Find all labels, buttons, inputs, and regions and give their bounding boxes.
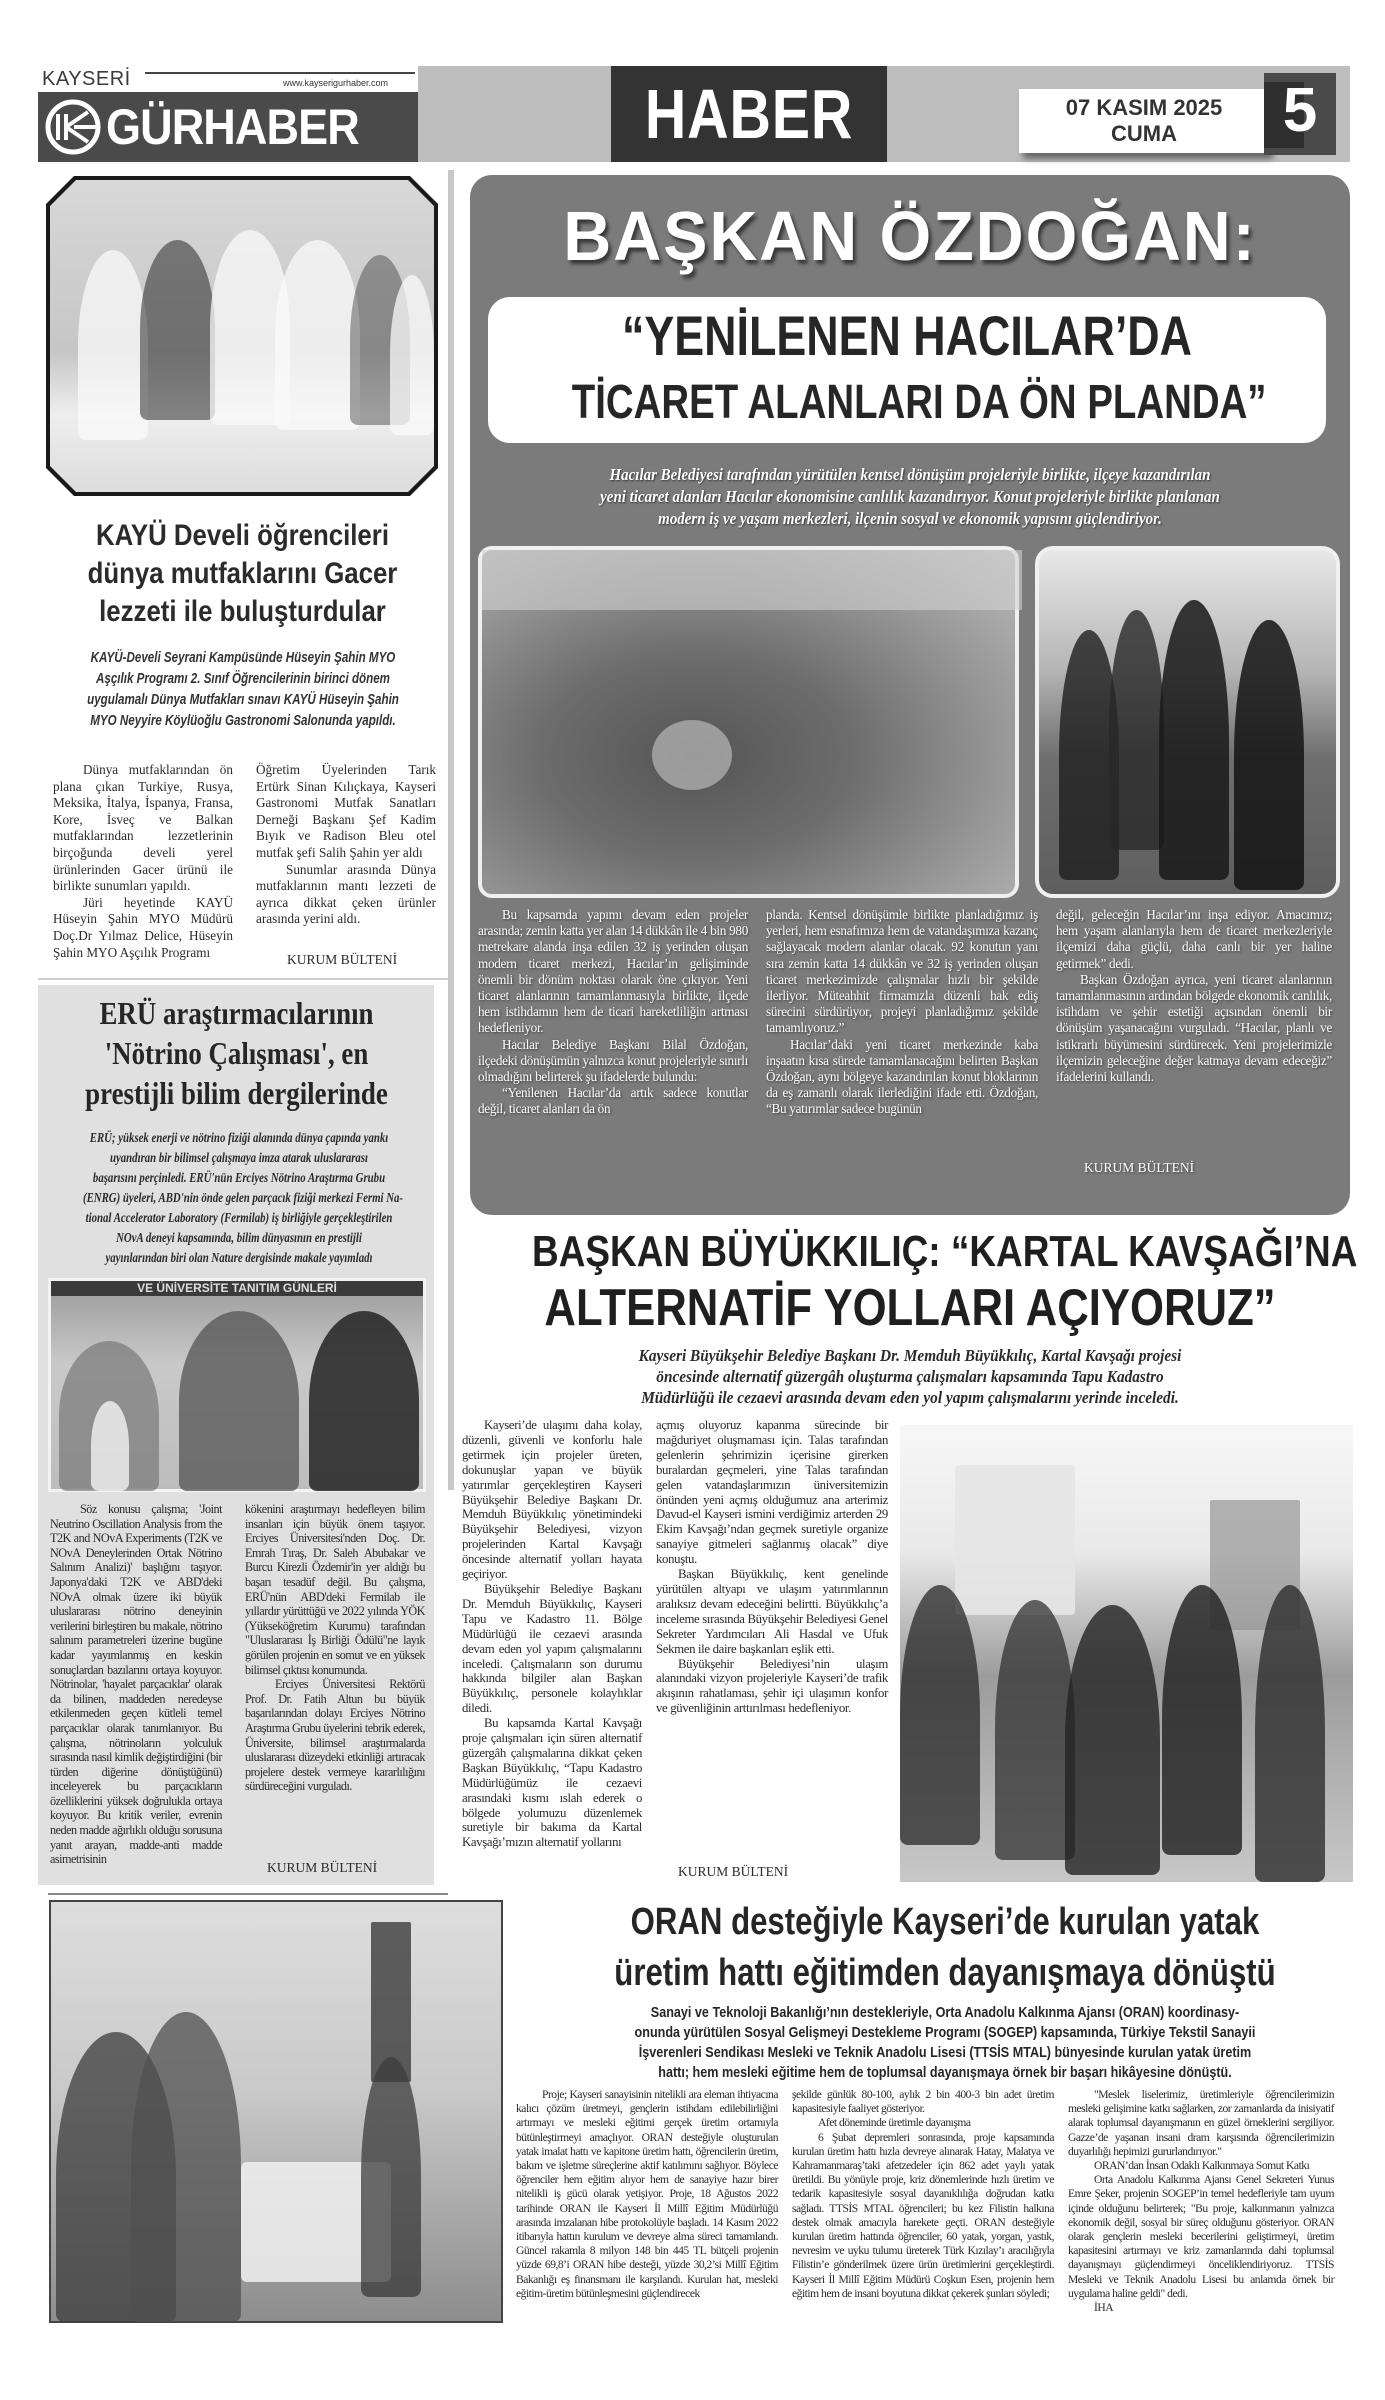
oran-byline: İHA xyxy=(1094,2301,1114,2315)
divider xyxy=(48,1893,448,1895)
kayu-headline-line: KAYÜ Develi öğrencileri xyxy=(95,519,389,552)
feature-byline: KURUM BÜLTENİ xyxy=(1084,1160,1195,1175)
paragraph: Başkan Özdoğan ayrıca, yeni ticaret alanlarının tamamlanmasının ardından bölgede ekonomik canlılık, istihdam ve şehir estetiği açısından önemli bir dönüşüm yaşanacağını vurguladı. “Hacılar, planlı ve istikrarlı büyümesini sürdürecek. Yeni projelerimizle ilçemizin geleceğine değer katmaya devam edeceğiz” ifadelerini kullandı. xyxy=(1056,971,1332,1085)
paragraph: Bu kapsamda yapımı devam eden projeler arasında; zemin katta yer alan 14 dükkân ile 4 bin 980 metrekare alanda inşa edilen 32 iş yerinden oluşan modern ticaret merkezi, Hacılar’ın gelişiminde önemli bir dönüm noktası olarak öne çıkıyor. Yeni ticaret alanlarının tamamlanmasıyla birlikte, ilçede hem istihdamın hem de ticari hareketliliğin artması hedefleniyor. xyxy=(478,907,748,1036)
eru-lead-line: uyandıran bir bilimsel çalışmaya imza atarak uluslararası xyxy=(109,1150,369,1165)
paragraph: Büyükşehir Belediyesi’nin ulaşım alanındaki vizyon projeleriyle Kayseri’de trafik akışının rahatlaması, şehir içi ulaşımın konfor ve güvenliğinin arttırılması hedefleniyor. xyxy=(656,1656,888,1716)
eru-column-1 xyxy=(50,1502,222,1872)
oran-lead-line: İşverenleri Sendikası Mesleki ve Teknik Anadolu Lisesi (TTSİS MTAL) bünyesinde kurulan yatak üretim xyxy=(638,2044,1252,2061)
subheading: ORAN’dan İnsan Odaklı Kalkınmaya Somut Katkı xyxy=(1094,2159,1310,2173)
paragraph: kökenini araştırmayı hedefleyen bilim insanları için büyük önem taşıyor. Erciyes Üniversitesi'nden Doç. Dr. Emrah Tıraş, Dr. Saleh Abubakar ve Burcu Kirezli Özdemir'in yer aldığı bu başarı tesadüf değil. Bu çalışma, ERÜ'nün ABD'deki Fermilab ile yıllardır yürüttüğü ve 2022 yılında YÖK (Yükseköğretim Kurumu) tarafından "Uluslararası İş Birliği Ödülü"ne layık görülen projenin en somut ve en yüksek bilimsel çıktısı konumunda. xyxy=(245,1502,425,1677)
buyukkilic-lead-line: Müdürlüğü ile cezaevi arasında devam eden yol yapım çalışmalarını yerinde inceledi. xyxy=(641,1388,1179,1407)
paragraph: açmış oluyoruz kapanma sürecinde bir mağduriyet oluşmaması için. Talas tarafından gelenlerin şehrimizin içerisine girerken buralardan geçmeleri, yine Talas tarafından gelen vatandaşlarımızın üniversitemizin önünden yeni açmış olduğumuz ana arterimiz Davud-el Kayseri ismini verdiğimiz arterden 29 Ekim Kavşağı’ndan geçmek suretiyle organize sanayiye gitmeleri sağlanmış olacak” diye konuştu. xyxy=(656,1418,888,1567)
eru-column-2 xyxy=(245,1502,425,1854)
paragraph: değil, geleceğin Hacılar’ını inşa ediyor. Amacımız; hem yaşam alanlarıyla hem de ticaret merkezleriyle ilçemizi daha güçlü, daha canlı bir yer haline getirmek” dedi. xyxy=(1056,907,1332,971)
divider xyxy=(38,978,450,980)
buyukkilic-headline-line: BAŞKAN BÜYÜKKILIÇ: “KARTAL KAVŞAĞI’NA xyxy=(532,1227,1358,1276)
kayu-headline-line: dünya mutfaklarını Gacer xyxy=(87,557,398,590)
kayu-column-1 xyxy=(53,762,233,960)
column-rule xyxy=(448,170,454,1490)
feature-column-2 xyxy=(766,907,1038,1199)
buyukkilic-column-1 xyxy=(462,1418,642,1886)
paragraph: "Meslek liselerimiz, üretimleriyle öğrencilerimizin mesleki gelişimine katkı sağlarken, zor zamanlarda da inisiyatif alarak toplumsal dayanışmanın en güzel örneklerini sergiliyor. Gazze’de yaşanan insani dram karşısında öğrencilerimizin duyarlılığı hepimizi gururlandırıyor." xyxy=(1068,2088,1334,2158)
paragraph: 6 Şubat depremleri sonrasında, proje kapsamında kurulan üretim hattı hızla devreye alınarak Hatay, Malatya ve Kahramanmaraş’taki afetzedeler için 862 adet yaylı yatak üretildi. Bu yönüyle proje, kriz dönemlerinde hızlı üretim ve tedarik kapasitesiyle sosyal dayanıklılığa doğrudan katkı sağladı. TTSİS MTAL öğrencileri; bu kez Filistin halkına destek olmak amacıyla harekete geçti. ORAN desteğiyle kurulan üretim hattında öğrenciler, 60 yatak, yorgan, yastık, nevresim ve uyku tulumu üreterek Türk Kızılay’ı aracılığıyla Filistin’e gönderilmek üzere ürün üretimlerini gerçekleştirdi. Kayseri İl Millî Eğitim Müdürü Coşkun Esen, projenin hem eğitim hem de insani boyutuna dikkat çekerek şunları söyledi; xyxy=(792,2130,1054,2300)
paragraph: Bu kapsamda Kartal Kavşağı proje çalışmaları için süren alternatif güzergâh çalışmalarına dikkat çeken Başkan Büyükkılıç, “Tapu Kadastro Müdürlüğümüz ile cezaevi arasındaki kısmı ıslah ederek o bölgede yolumuzu düzenlemek suretiyle bir bakıma da Kartal Kavşağı’mızın alternatif yollarını xyxy=(462,1716,642,1850)
paragraph: Hacılar Belediye Başkanı Bilal Özdoğan, ilçedeki dönüşümün yalnızca konut projeleriyle sınırlı olmadığını belirterek şu ifadelerde bulundu: xyxy=(478,1036,748,1085)
mattress-production-photo xyxy=(49,1900,503,2323)
paragraph: Erciyes Üniversitesi Rektörü Prof. Dr. Fatih Altun bu büyük başarılarından dolayı Erciyes Nötrino Araştırma Grubu üyelerini tebrik ederek, Üniversite, bilimsel araştırmalarda uluslararası düzeydeki etkinliği artıracak projelere destek vermeye kararlılığını sürdüreceğini vurguladı. xyxy=(245,1677,425,1794)
logo-rule xyxy=(145,72,415,74)
issue-date: 07 KASIM 2025 xyxy=(1065,95,1223,120)
eru-headline-line: ERÜ araştırmacılarının xyxy=(99,995,374,1031)
eru-lead-line: ERÜ; yüksek enerji ve nötrino fiziği alanında dünya çapında yankı xyxy=(89,1130,389,1145)
oran-lead-line: onunda yürütülen Sosyal Gelişmeyi Destekleme Programı (SOGEP) kapsamında, Türkiye Tekstil Sanayii xyxy=(634,2024,1256,2041)
logo-wordmark-rest: HABER xyxy=(203,99,359,155)
logo-emblem-icon xyxy=(44,98,104,156)
kayu-chefs-photo xyxy=(50,180,434,492)
paragraph: Sunumlar arasında Dünya mutfaklarının mantı lezzeti de ayrıca dikkat çeken ürünler arasında yerini aldı. xyxy=(256,861,436,927)
eru-headline-line: prestijli bilim dergilerinde xyxy=(85,1075,388,1111)
paragraph: Başkan Büyükkılıç, kent genelinde yürütülen altyapı ve ulaşım yatırımlarının aralıksız devam edeceğini belirtti. Büyükkılıç’a inceleme sırasında Büyükşehir Belediyesi Genel Sekreter Yardımcıları Ali Hasdal ve Ufuk Sekmen ile daire başkanları eşlik etti. xyxy=(656,1567,888,1656)
eru-lead-line: (ENRG) üyeleri, ABD'nin önde gelen parçacık fiziği merkezi Fermi Na- xyxy=(83,1190,403,1205)
issue-weekday: CUMA xyxy=(1111,121,1177,146)
oran-lead-line: hattı; hem mesleki eğitime hem de toplumsal dayanışmaya örnek bir başarı hikâyesine dönüştü. xyxy=(658,2064,1232,2081)
kayu-lead-line: KAYÜ-Develi Seyrani Kampüsünde Hüseyin Şahin MYO xyxy=(90,650,396,666)
feature-column-1 xyxy=(478,907,748,1199)
eru-byline: KURUM BÜLTENİ xyxy=(267,1860,378,1875)
eru-researchers-photo xyxy=(48,1278,426,1492)
paragraph: Dünya mutfaklarından ön plana çıkan Turkiye, Rusya, Meksika, İtalya, İspanya, Fransa, Kore, İsveç ve Balkan mutfaklarından lezzetlerinin birçoğunda develi yerel ürünlerinden Gacer ürünü ile birlikte sunumları yapıldı. xyxy=(53,762,233,894)
oran-lead-line: Sanayi ve Teknoloji Bakanlığı’nın destekleriyle, Orta Anadolu Kalkınma Ajansı (ORAN) koordinasy- xyxy=(650,2004,1240,2021)
subheading: Afet döneminde üretimle dayanışma xyxy=(818,2116,971,2130)
paragraph: “Yenilenen Hacılar’da artık sadece konutlar değil, ticaret alanları da ön xyxy=(478,1085,748,1117)
buyukkilic-lead-line: Kayseri Büyükşehir Belediye Başkanı Dr. Memduh Büyükkılıç, Kartal Kavşağı projesi xyxy=(638,1346,1182,1365)
paragraph: Büyükşehir Belediye Başkanı Dr. Memduh Büyükkılıç, Kayseri Tapu ve Kadastro 11. Bölge Müdürlüğü ile cezaevi arasında devam eden yol yapım çalışmalarını inceledi. Çalışmaların son durumu hakkında bilgiler alan Başkan Büyükkılıç, personele kolaylıklar diledi. xyxy=(462,1581,642,1716)
feature-lead-line: yeni ticaret alanları Hacılar ekonomisine canlılık kazandırıyor. Konut projeleriyle birlikte planlanan xyxy=(600,487,1220,506)
paragraph: şekilde günlük 80-100, aylık 2 bin 400-3 bin adet üretim kapasitesiyle faaliyet gösteriyor. xyxy=(792,2088,1054,2116)
page-number: 5 xyxy=(1282,76,1318,145)
buyukkilic-lead-line: öncesinde alternatif güzergâh oluşturma çalışmaları kapsamında Tapu Kadastro xyxy=(656,1367,1164,1386)
kayu-column-2 xyxy=(256,762,436,942)
oran-column-2 xyxy=(792,2088,1054,2301)
feature-title: BAŞKAN ÖZDOĞAN: xyxy=(563,197,1257,275)
mayor-walking-photo xyxy=(1035,546,1340,898)
road-inspection-photo xyxy=(900,1425,1353,1882)
kayu-lead-line: Aşçılık Programı 2. Sınıf Öğrencilerinin birinci dönem xyxy=(96,671,390,687)
kayu-lead-line: MYO Neyyire Köylüoğlu Gastronomi Salonunda yapıldı. xyxy=(90,713,396,729)
kayu-lead-line: uygulamalı Dünya Mutfakları sınavı KAYÜ Hüseyin Şahin xyxy=(87,692,399,708)
kayu-headline-line: lezzeti ile buluşturdular xyxy=(99,595,386,628)
eru-photo-banner: VE ÜNİVERSİTE TANITIM GÜNLERİ xyxy=(51,1281,423,1296)
paragraph: Söz konusu çalışma; 'Joint Neutrino Oscillation Analysis from the T2K and NOvA Experiments (T2K ve NOvA Deneylerinden Ortak Nötrino Salınım Analizi)' başlığını taşıyor. Japonya'daki T2K ve ABD'deki NOvA olmak üzere iki büyük uluslararası nötrino deneyinin verilerini birleştiren bu makale, nötrino salınım parametreleri üzerine bugüne kadar yayımlanmış en keskin sonuçlardan bazılarını ortaya koyuyor. Nötrinolar, 'hayalet parçacıklar' olarak da bilinen, maddeden neredeyse etkilenmeden geçen kütleli temel parçacıklar olarak tanımlanıyor. Bu çalışma, nötrinoların yolculuk sırasında nasıl kimlik değiştirdiğini (bir türden diğerine dönüştüğünü) inceleyerek bu parçacıkların özelliklerini yüksek doğrulukla ortaya koyuyor. Bu kritik veriler, evrenin neden madde ağırlıklı olduğu sorusuna yanıt arayan, madde-anti madde asimetrisinin xyxy=(50,1502,222,1867)
paragraph: Proje; Kayseri sanayisinin nitelikli ara eleman ihtiyacına kalıcı çözüm üretmeyi, gençlerin istihdam edilebilirliğini artırmayı ve mesleki eğitimi gerçek üretim ortamıyla bütünleştirmeyi amaçlıyor. ORAN desteğiyle oluşturulan yatak imalat hattı ve kapitone üretim hattı, öğrencilerin üretim, bakım ve işletme süreçlerine aktif katılımını sağlıyor. Böylece öğrenciler hem eğitim alıyor hem de sanayiye hazır birer nitelikli iş gücü olarak yetişiyor. Proje, 18 Ağustos 2022 tarihinde ORAN ile Kayseri İl Millî Eğitim Müdürlüğü arasında imzalanan hibe protokolüyle başladı. 14 Kasım 2022 itibarıyla hattın kurulum ve devreye alma süreci tamamlandı. Güncel rakamla 8 milyon 148 bin 445 TL bütçeli projenin yüzde 69,8’i ORAN hibe desteği, yüzde 30,2’si Millî Eğitim Bakanlığı eş finansmanı ile karşılandı. Kurulan hat, mesleki eğitim-üretim bütünleşmesini güçlendirecek xyxy=(516,2088,778,2300)
eru-headline-line: 'Nötrino Çalışması', en xyxy=(104,1035,369,1071)
buyukkilic-byline: KURUM BÜLTENİ xyxy=(678,1864,789,1879)
paragraph: Jüri heyetinde KAYÜ Hüseyin Şahin MYO Müdürü Doç.Dr Yılmaz Delice, Hüseyin Şahin MYO Aşçılık Programı xyxy=(53,894,233,960)
feature-subtitle-line: TİCARET ALANLARI DA ÖN PLANDA” xyxy=(571,376,1267,429)
paragraph: Öğretim Üyelerinden Tarık Ertürk Sinan Kılıçkaya, Kayseri Gastronomi Mutfak Sanatları Derneği Başkanı Şef Kadim Bıyık ve Radison Bleu otel mutfak şefi Salih Şahin yer aldı xyxy=(256,762,436,860)
buyukkilic-headline-line: ALTERNATİF YOLLARI AÇIYORUZ” xyxy=(544,1279,1276,1337)
eru-lead-line: NOvA deneyi kapsamında, bilim dünyasının en prestijli xyxy=(116,1230,362,1245)
paragraph: planda. Kentsel dönüşümle birlikte planladığımız iş yerleri, hem esnafımıza hem de vatandaşımıza kazanç sağlayacak modern alanlar olacak. 92 konutun yanı sıra zemin katta 14 dükkân ve 32 iş yerinden oluşan ticaret merkezimizde çalışmalar hızlı bir şekilde ilerliyor. Müteahhit firmamızla düzenli hak ediş sürecini sürdürüyor, projeyi planladığımız şekilde tamamlıyoruz.” xyxy=(766,907,1038,1036)
paragraph: Kayseri’de ulaşımı daha kolay, düzenli, güvenli ve konforlu hale getirmek için projeler üreten, dokunuşlar yapan ve büyük yatırımlar gerçekleştiren Kayseri Büyükşehir Belediye Başkanı Dr. Memduh Büyükkılıç yönetimindeki Büyükşehir Belediyesi, vizyon projelerinden Kartal Kavşağı öncesinde alternatif yolları hayata geçiriyor. xyxy=(462,1418,642,1582)
paragraph: Orta Anadolu Kalkınma Ajansı Genel Sekreteri Yunus Emre Şeker, projenin SOGEP’in temel hedefleriyle tam uyum içinde olduğunu belirterek; "Bu proje, kalkınmanın yalnızca ekonomik değil, sosyal bir süreç olduğunu gösteriyor. ORAN olarak gençlerin mesleki becerilerini geliştirmeyi, üretim kapasitesini artırmayı ve kriz zamanlarında dahi toplumsal dayanışmayı güçlendirmeyi önceliklendiriyoruz. TTSİS Mesleki ve Teknik Anadolu Lisesi bu anlamda örnek bir uygulama haline geldi" dedi. xyxy=(1068,2173,1334,2300)
hacilar-roundabout-photo xyxy=(478,546,1019,898)
website-url[interactable]: www.kayserigurhaber.com xyxy=(280,78,391,89)
logo-wordmark-bold: GÜR xyxy=(106,99,204,155)
eru-lead-line: tional Accelerator Laboratory (Fermilab) iş birliğiyle gerçekleştirilen xyxy=(85,1210,393,1225)
oran-column-1 xyxy=(516,2088,778,2301)
kayu-byline: KURUM BÜLTENİ xyxy=(287,952,398,967)
section-title: HABER xyxy=(644,75,854,153)
eru-lead-line: başarısını perçinledi. ERÜ'nün Erciyes Nötrino Araştırma Grubu xyxy=(92,1170,386,1185)
oran-column-3 xyxy=(1068,2088,1334,2315)
feature-lead-line: modern iş ve yaşam merkezleri, ilçenin sosyal ve ekonomik yapısını güçlendiriyor. xyxy=(658,509,1162,528)
oran-headline-line: ORAN desteğiyle Kayseri’de kurulan yatak xyxy=(630,1901,1260,1943)
logo-wordmark xyxy=(106,98,359,156)
oran-headline-line: üretim hattı eğitimden dayanışmaya dönüştü xyxy=(614,1952,1276,1994)
paragraph: Hacılar’daki yeni ticaret merkezinde kaba inşaatın kısa sürede tamamlanacağını belirten Başkan Özdoğan, aynı bölgeye kazandırılan konut bloklarının da eş zamanlı olarak ilerlediğini ifade etti. Özdoğan, “Bu yatırımlar sadece bugünün xyxy=(766,1036,1038,1117)
logo-city: KAYSERİ xyxy=(42,68,137,90)
feature-column-3 xyxy=(1056,907,1332,1137)
eru-lead-line: yayınlarından biri olan Nature dergisinde makale yayımladı xyxy=(105,1250,373,1265)
buyukkilic-column-2 xyxy=(656,1418,888,1858)
feature-subtitle-line: “YENİLENEN HACILAR’DA xyxy=(622,304,1192,367)
feature-lead-line: Hacılar Belediyesi tarafından yürütülen kentsel dönüşüm projeleriyle birlikte, ilçeye kazandırılan xyxy=(609,465,1211,484)
